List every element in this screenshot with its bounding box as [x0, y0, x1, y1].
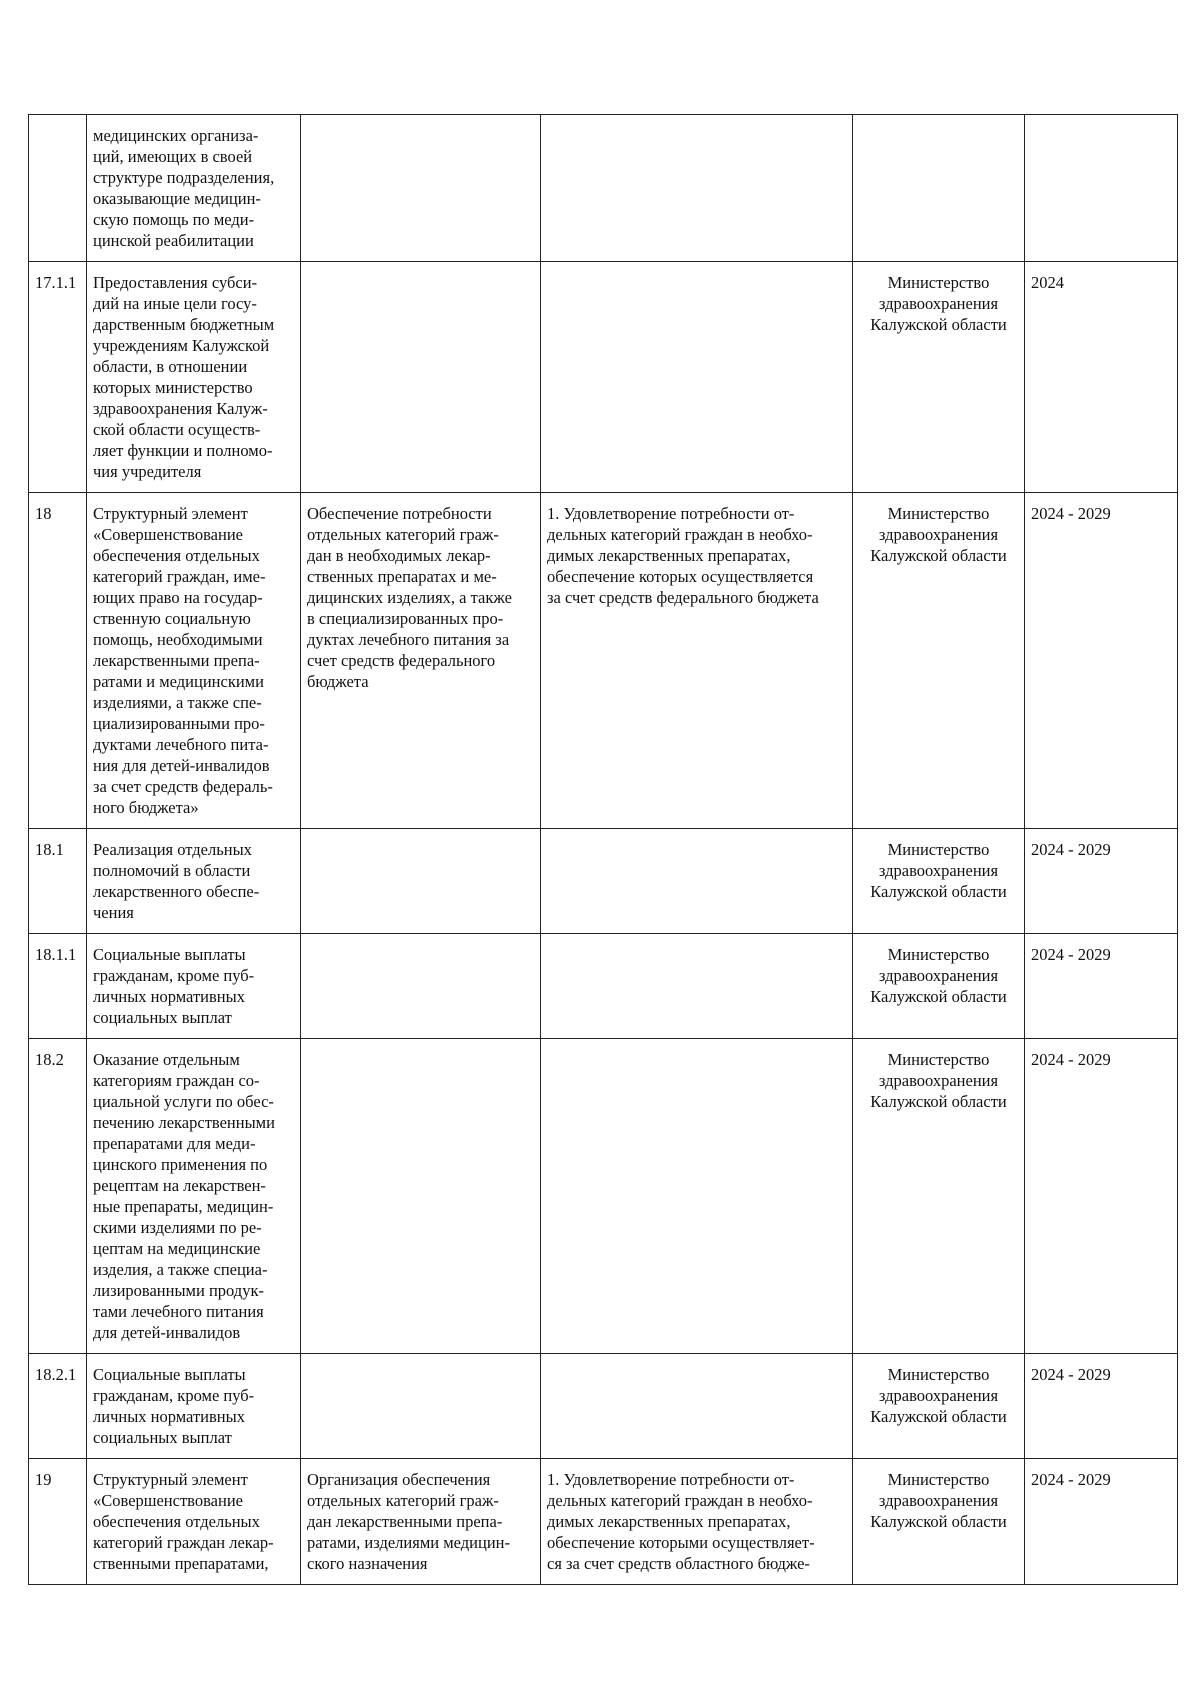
cell-text-line: обеспечение которыми осуществляет- — [547, 1533, 815, 1552]
cell-text-line: лекарственного обеспе- — [93, 882, 260, 901]
cell-text-line: бюджета — [307, 672, 369, 691]
cell-text-line: ского назначения — [307, 1554, 428, 1573]
cell-text-line: скую помощь по меди- — [93, 210, 255, 229]
cell-text-line: за счет средств федерального бюджета — [547, 588, 819, 607]
cell-text-line: категориям граждан со- — [93, 1071, 260, 1090]
responsible-executor — [853, 1039, 1025, 1354]
element-name — [87, 934, 301, 1039]
responsible-executor — [853, 115, 1025, 262]
cell-text-line: изделиями, а также спе- — [93, 693, 262, 712]
cell-text-line: отдельных категорий граж- — [307, 1491, 499, 1510]
expected-result — [541, 115, 853, 262]
cell-text-line: ного бюджета» — [93, 798, 199, 817]
element-name — [87, 262, 301, 493]
cell-text-line: ратами, изделиями медицин- — [307, 1533, 510, 1552]
cell-text-line: Калужской области — [870, 1407, 1007, 1426]
element-name — [87, 1459, 301, 1585]
cell-text-line: ственную социальную — [93, 609, 251, 628]
task-description — [301, 115, 541, 262]
implementation-period: 2024 — [1025, 262, 1178, 493]
expected-result — [541, 1039, 853, 1354]
table-row — [29, 1459, 1178, 1585]
implementation-period: 2024 - 2029 — [1025, 934, 1178, 1039]
cell-text-line: препаратами для меди- — [93, 1134, 256, 1153]
cell-text-line: Министерство — [887, 1470, 990, 1489]
table-row — [29, 1354, 1178, 1459]
cell-text-line: 1. Удовлетворение потребности от- — [547, 504, 795, 523]
cell-text-line: дуктами лечебного пита- — [93, 735, 269, 754]
cell-text-line: Министерство — [887, 1050, 990, 1069]
cell-text-line: Обеспечение потребности — [307, 504, 492, 523]
cell-text-line: Организация обеспечения — [307, 1470, 491, 1489]
cell-text-line: Предоставления субси- — [93, 273, 258, 292]
cell-text-line: счет средств федерального — [307, 651, 496, 670]
implementation-period: 2024 - 2029 — [1025, 493, 1178, 829]
cell-text-line: помощь, необходимыми — [93, 630, 263, 649]
cell-text-line: дельных категорий граждан в необхо- — [547, 525, 813, 544]
row-number: 18 — [29, 493, 87, 829]
table-row — [29, 1039, 1178, 1354]
responsible-executor — [853, 262, 1025, 493]
cell-text-line: тами лечебного питания — [93, 1302, 264, 1321]
cell-text-line: области, в отношении — [93, 357, 248, 376]
cell-text-line: Социальные выплаты — [93, 945, 246, 964]
row-number: 18.1 — [29, 829, 87, 934]
cell-text-line: циализированными про- — [93, 714, 265, 733]
cell-text-line: оказывающие медицин- — [93, 189, 261, 208]
row-number: 18.2.1 — [29, 1354, 87, 1459]
program-table — [28, 114, 1178, 1585]
cell-text-line: Структурный элемент — [93, 1470, 248, 1489]
cell-text-line: личных нормативных — [93, 987, 245, 1006]
cell-text-line: Министерство — [887, 840, 990, 859]
row-number: 18.2 — [29, 1039, 87, 1354]
task-description — [301, 1354, 541, 1459]
cell-text-line: здравоохранения — [878, 294, 999, 313]
cell-text-line: ные препараты, медицин- — [93, 1197, 274, 1216]
responsible-executor — [853, 1354, 1025, 1459]
row-number: 18.1.1 — [29, 934, 87, 1039]
cell-text-line: дарственным бюджетным — [93, 315, 275, 334]
cell-text-line: рецептам на лекарствен- — [93, 1176, 266, 1195]
cell-text-line: личных нормативных — [93, 1407, 245, 1426]
cell-text-line: отдельных категорий граж- — [307, 525, 499, 544]
cell-text-line: ния для детей-инвалидов — [93, 756, 270, 775]
cell-text-line: дий на иные цели госу- — [93, 294, 257, 313]
cell-text-line: ляет функции и полномо- — [93, 441, 273, 460]
cell-text-line: Министерство — [887, 273, 990, 292]
cell-text-line: димых лекарственных препаратах, — [547, 546, 791, 565]
responsible-executor — [853, 493, 1025, 829]
cell-text-line: Калужской области — [870, 987, 1007, 1006]
cell-text-line: социальных выплат — [93, 1008, 232, 1027]
implementation-period: 2024 - 2029 — [1025, 829, 1178, 934]
implementation-period: 2024 - 2029 — [1025, 1039, 1178, 1354]
cell-text-line: здравоохранения — [878, 1386, 999, 1405]
cell-text-line: полномочий в области — [93, 861, 251, 880]
expected-result — [541, 1354, 853, 1459]
cell-text-line: ской области осуществ- — [93, 420, 261, 439]
cell-text-line: цептам на медицинские — [93, 1239, 261, 1258]
cell-text-line: цинского применения по — [93, 1155, 268, 1174]
task-description — [301, 829, 541, 934]
cell-text-line: цинской реабилитации — [93, 231, 254, 250]
cell-text-line: здравоохранения — [878, 966, 999, 985]
element-name — [87, 1039, 301, 1354]
cell-text-line: категорий граждан, име- — [93, 567, 266, 586]
table-row — [29, 829, 1178, 934]
cell-text-line: Структурный элемент — [93, 504, 248, 523]
cell-text-line: Министерство — [887, 504, 990, 523]
element-name — [87, 829, 301, 934]
cell-text-line: циальной услуги по обес- — [93, 1092, 274, 1111]
task-description — [301, 1459, 541, 1585]
cell-text-line: гражданам, кроме пуб- — [93, 1386, 255, 1405]
expected-result — [541, 493, 853, 829]
responsible-executor — [853, 829, 1025, 934]
cell-text-line: в специализированных про- — [307, 609, 504, 628]
cell-text-line: ций, имеющих в своей — [93, 147, 253, 166]
cell-text-line: Министерство — [887, 945, 990, 964]
element-name — [87, 493, 301, 829]
cell-text-line: здравоохранения Калуж- — [93, 399, 268, 418]
row-number: 19 — [29, 1459, 87, 1585]
cell-text-line: лекарственными препа- — [93, 651, 260, 670]
cell-text-line: чия учредителя — [93, 462, 202, 481]
cell-text-line: Калужской области — [870, 1512, 1007, 1531]
cell-text-line: обеспечение которых осуществляется — [547, 567, 814, 586]
expected-result — [541, 262, 853, 493]
implementation-period: 2024 - 2029 — [1025, 1459, 1178, 1585]
cell-text-line: которых министерство — [93, 378, 253, 397]
cell-text-line: чения — [93, 903, 134, 922]
cell-text-line: социальных выплат — [93, 1428, 232, 1447]
cell-text-line: ющих право на государ- — [93, 588, 263, 607]
cell-text-line: димых лекарственных препаратах, — [547, 1512, 791, 1531]
cell-text-line: ственных препаратах и ме- — [307, 567, 497, 586]
cell-text-line: ратами и медицинскими — [93, 672, 264, 691]
cell-text-line: категорий граждан лекар- — [93, 1533, 274, 1552]
cell-text-line: Калужской области — [870, 315, 1007, 334]
cell-text-line: ственными препаратами, — [93, 1554, 269, 1573]
responsible-executor — [853, 1459, 1025, 1585]
cell-text-line: Реализация отдельных — [93, 840, 252, 859]
cell-text-line: дицинских изделиях, а также — [307, 588, 512, 607]
expected-result — [541, 1459, 853, 1585]
table-row — [29, 493, 1178, 829]
cell-text-line: Оказание отдельным — [93, 1050, 240, 1069]
expected-result — [541, 829, 853, 934]
element-name — [87, 115, 301, 262]
cell-text-line: для детей-инвалидов — [93, 1323, 241, 1342]
cell-text-line: медицинских организа- — [93, 126, 259, 145]
cell-text-line: обеспечения отдельных — [93, 1512, 260, 1531]
cell-text-line: «Совершенствование — [93, 525, 243, 544]
row-number — [29, 115, 87, 262]
table-row — [29, 934, 1178, 1039]
task-description — [301, 493, 541, 829]
cell-text-line: здравоохранения — [878, 1491, 999, 1510]
cell-text-line: лизированными продук- — [93, 1281, 264, 1300]
cell-text-line: дан в необходимых лекар- — [307, 546, 491, 565]
table-row — [29, 262, 1178, 493]
cell-text-line: дан лекарственными препа- — [307, 1512, 503, 1531]
cell-text-line: Социальные выплаты — [93, 1365, 246, 1384]
responsible-executor — [853, 934, 1025, 1039]
row-number: 17.1.1 — [29, 262, 87, 493]
cell-text-line: обеспечения отдельных — [93, 546, 260, 565]
cell-text-line: здравоохранения — [878, 1071, 999, 1090]
cell-text-line: структуре подразделения, — [93, 168, 275, 187]
cell-text-line: «Совершенствование — [93, 1491, 243, 1510]
implementation-period: 2024 - 2029 — [1025, 1354, 1178, 1459]
cell-text-line: Министерство — [887, 1365, 990, 1384]
cell-text-line: 1. Удовлетворение потребности от- — [547, 1470, 795, 1489]
cell-text-line: Калужской области — [870, 1092, 1007, 1111]
cell-text-line: изделия, а также специа- — [93, 1260, 268, 1279]
cell-text-line: скими изделиями по ре- — [93, 1218, 262, 1237]
cell-text-line: дельных категорий граждан в необхо- — [547, 1491, 813, 1510]
cell-text-line: Калужской области — [870, 546, 1007, 565]
task-description — [301, 262, 541, 493]
table-body — [29, 115, 1178, 1585]
cell-text-line: дуктах лечебного питания за — [307, 630, 510, 649]
task-description — [301, 934, 541, 1039]
table-row — [29, 115, 1178, 262]
cell-text-line: печению лекарственными — [93, 1113, 275, 1132]
task-description — [301, 1039, 541, 1354]
cell-text-line: здравоохранения — [878, 861, 999, 880]
expected-result — [541, 934, 853, 1039]
cell-text-line: здравоохранения — [878, 525, 999, 544]
implementation-period — [1025, 115, 1178, 262]
cell-text-line: учреждениям Калужской — [93, 336, 270, 355]
cell-text-line: гражданам, кроме пуб- — [93, 966, 255, 985]
element-name — [87, 1354, 301, 1459]
cell-text-line: ся за счет средств областного бюдже- — [547, 1554, 810, 1573]
cell-text-line: за счет средств федераль- — [93, 777, 273, 796]
cell-text-line: Калужской области — [870, 882, 1007, 901]
